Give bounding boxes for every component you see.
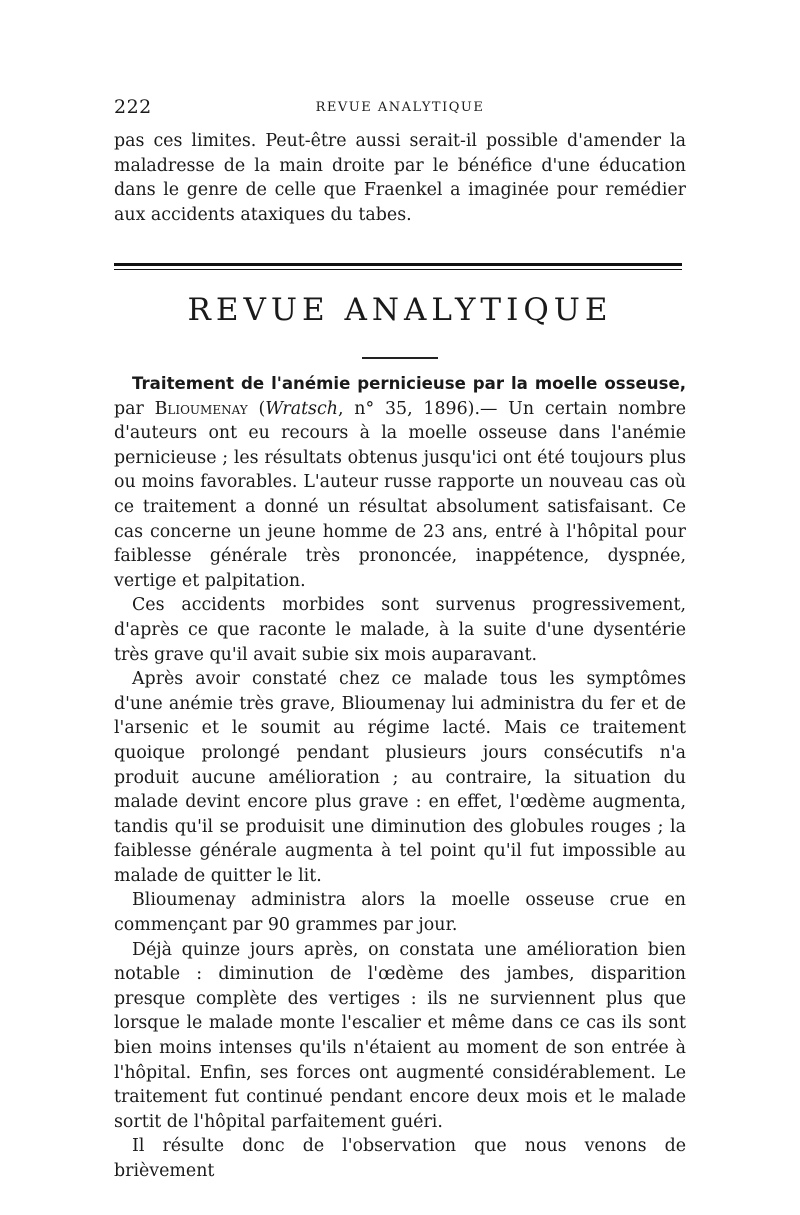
article-lead-paragraph [114,372,686,593]
divider-thin-line [114,269,682,270]
article-paragraph: Après avoir constaté chez ce malade tous les symptômes d'une anémie très grave, Blioumenay lui administra du fer et de l'arsenic et le soumit au régime lacté. Mais ce traitement quoique prolongé pendant plusieurs jours consécutifs n'a produit aucune amélioration ; au contraire, la situation du malade devint encore plus grave : en effet, l'œdème augmenta, tandis qu'il se produisit une diminution des globules rouges ; la faiblesse générale augmenta à tel point qu'il fut impossible au malade de quitter le lit. [114,669,686,886]
previous-paragraph: pas ces limites. Peut-être aussi serait-il possible d'amender la maladresse de la main droite par le bénéfice d'une éducation dans le genre de celle que Fraenkel a imaginée pour remédier aux accidents ataxiques du tabes. [114,131,686,225]
divider-thick-line [114,263,682,266]
article-paragraph: Il résulte donc de l'observation que nous venons de brièvement [114,1136,686,1181]
section-title: REVUE ANALYTIQUE [187,292,613,328]
journal-open: ( [247,398,266,419]
article-paragraph: Blioumenay administra alors la moelle osseuse crue en commençant par 90 grammes par jour. [114,890,686,936]
article-author: Blioumenay [154,398,248,419]
article [114,372,686,1184]
journal-citation: , n° 35, 1896). [337,398,480,419]
journal-name: Wratsch [265,398,338,419]
byline-prefix: par [114,398,155,419]
running-head [112,96,688,122]
article-title: Traitement de l'anémie pernicieuse par la moelle osseuse, [132,374,686,393]
article-paragraph: Déjà quinze jours après, on constata une amélioration bien notable : diminution de l'œdème des jambes, disparition presque complète des vertiges : ils ne surviennent plus que lorsque le malade monte l'escalier et même dans ce cas ils sont bien moins intenses qu'ils n'étaient au moment de son entrée à l'hôpital. Enfin, ses forces ont augmenté considérablement. Le traitement fut continué pendant encore deux mois et le malade sortit de l'hôpital parfaitement guéri. [114,939,686,1132]
article-paragraph: Ces accidents morbides sont survenus progressivement, d'après ce que raconte le malade, à la suite d'une dysentérie très grave qu'il avait subie six mois auparavant. [114,595,686,665]
section-divider [114,263,682,270]
title-underline [362,357,438,359]
page-number: 222 [114,96,152,118]
running-title: REVUE ANALYTIQUE [315,100,485,115]
article-lead: — Un certain nombre d'auteurs ont eu recours à la moelle osseuse dans l'anémie pernicieuse ; les résultats obtenus jusqu'ici ont été toujours plus ou moins favorables. L'auteur russe rapporte un nouveau cas où ce traitement a donné un résultat absolument satisfaisant. Ce cas concerne un jeune homme de 23 ans, entré à l'hôpital pour faiblesse générale très prononcée, inappétence, dyspnée, vertige et palpitation. [114,398,686,591]
